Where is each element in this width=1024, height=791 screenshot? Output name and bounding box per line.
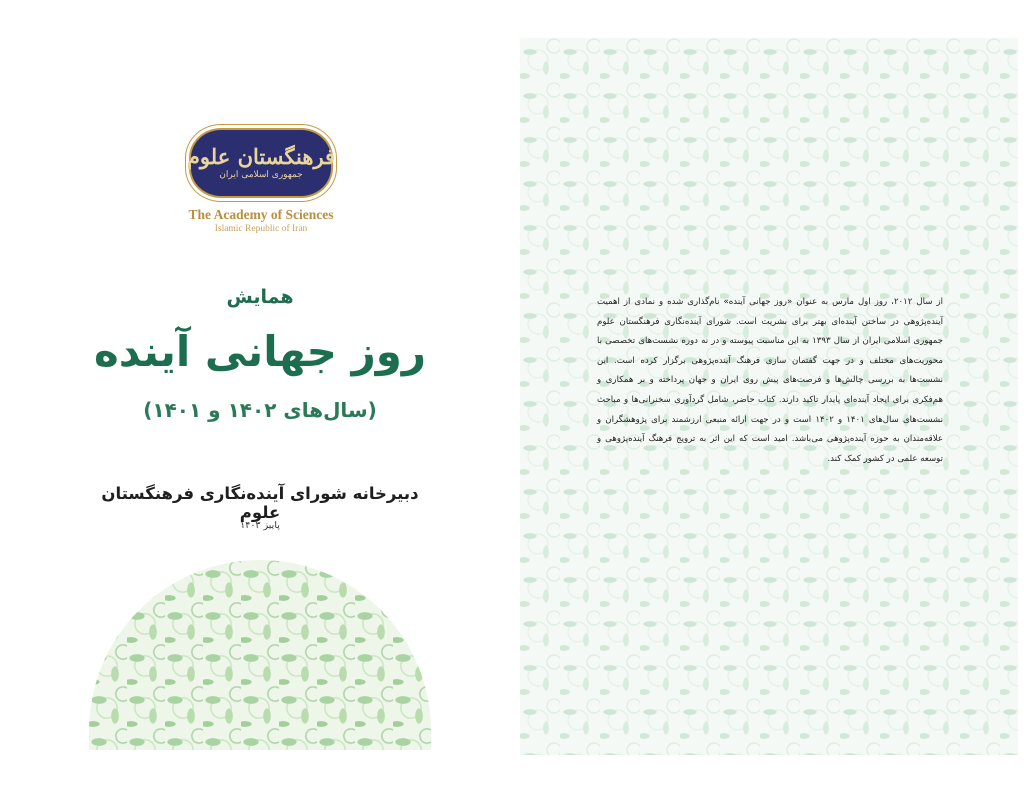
logo-emblem xyxy=(186,128,336,198)
logo-english-name: The Academy of Sciences xyxy=(188,207,334,222)
book-title: روز جهانی آینده xyxy=(93,327,427,376)
logo-persian-name: فرهنگستان علوم xyxy=(186,144,336,169)
floral-semicircle-ornament xyxy=(89,560,431,750)
book-subtitle: (سال‌های ۱۴۰۲ و ۱۴۰۱) xyxy=(143,398,377,422)
logo-english-subtitle: Islamic Republic of Iran xyxy=(214,224,308,234)
publisher-name: دبیرخانه شورای آینده‌نگاری فرهنگستان علوم xyxy=(101,484,419,522)
back-cover xyxy=(520,38,1018,755)
conference-label: همایش xyxy=(226,286,294,308)
logo-persian-subtitle: جمهوری اسلامی ایران xyxy=(219,170,303,180)
publication-date: پاییز ۱۴۰۳ xyxy=(240,520,280,531)
academy-logo xyxy=(180,128,342,234)
back-cover-description: از سال ۲۰۱۲، روز اول مارس به عنوان «روز جهانی آینده» نام‌گذاری شده و نمادی از اهمیت آینده‌پژوهی در ساختن آینده‌ای بهتر برای بشریت است. شورای آینده‌نگاری فرهنگستان علوم جمهوری اسلامی ایران از سال ۱۳۹۳ به این مناسبت پیوسته و در نه دوره نشست‌های تخصصی با محوریت‌های مختلف و در جهت گفتمان سازی فرهنگ آینده‌پژوهی برگزار کرده است. این نشست‌ها به بررسی چالش‌ها و فرصت‌های پیش روی ایران و جهان پرداخته و بر همکاری و هم‌فکری برای ایجاد آینده‌ای پایدار تاکید دارند. کتاب حاضر، شامل گردآوری سخنرانی‌ها و مباحث نشست‌های سال‌های ۱۴۰۱ و ۱۴۰۲ است و در جهت ارائه منبعی ارزشمند برای پژوهشگران و علاقه‌مندان به حوزه آینده‌پژوهی می‌باشد. امید است که این اثر به ترویج فرهنگ آینده‌پژوهی و توسعه علمی در کشور کمک کند. xyxy=(597,297,943,464)
